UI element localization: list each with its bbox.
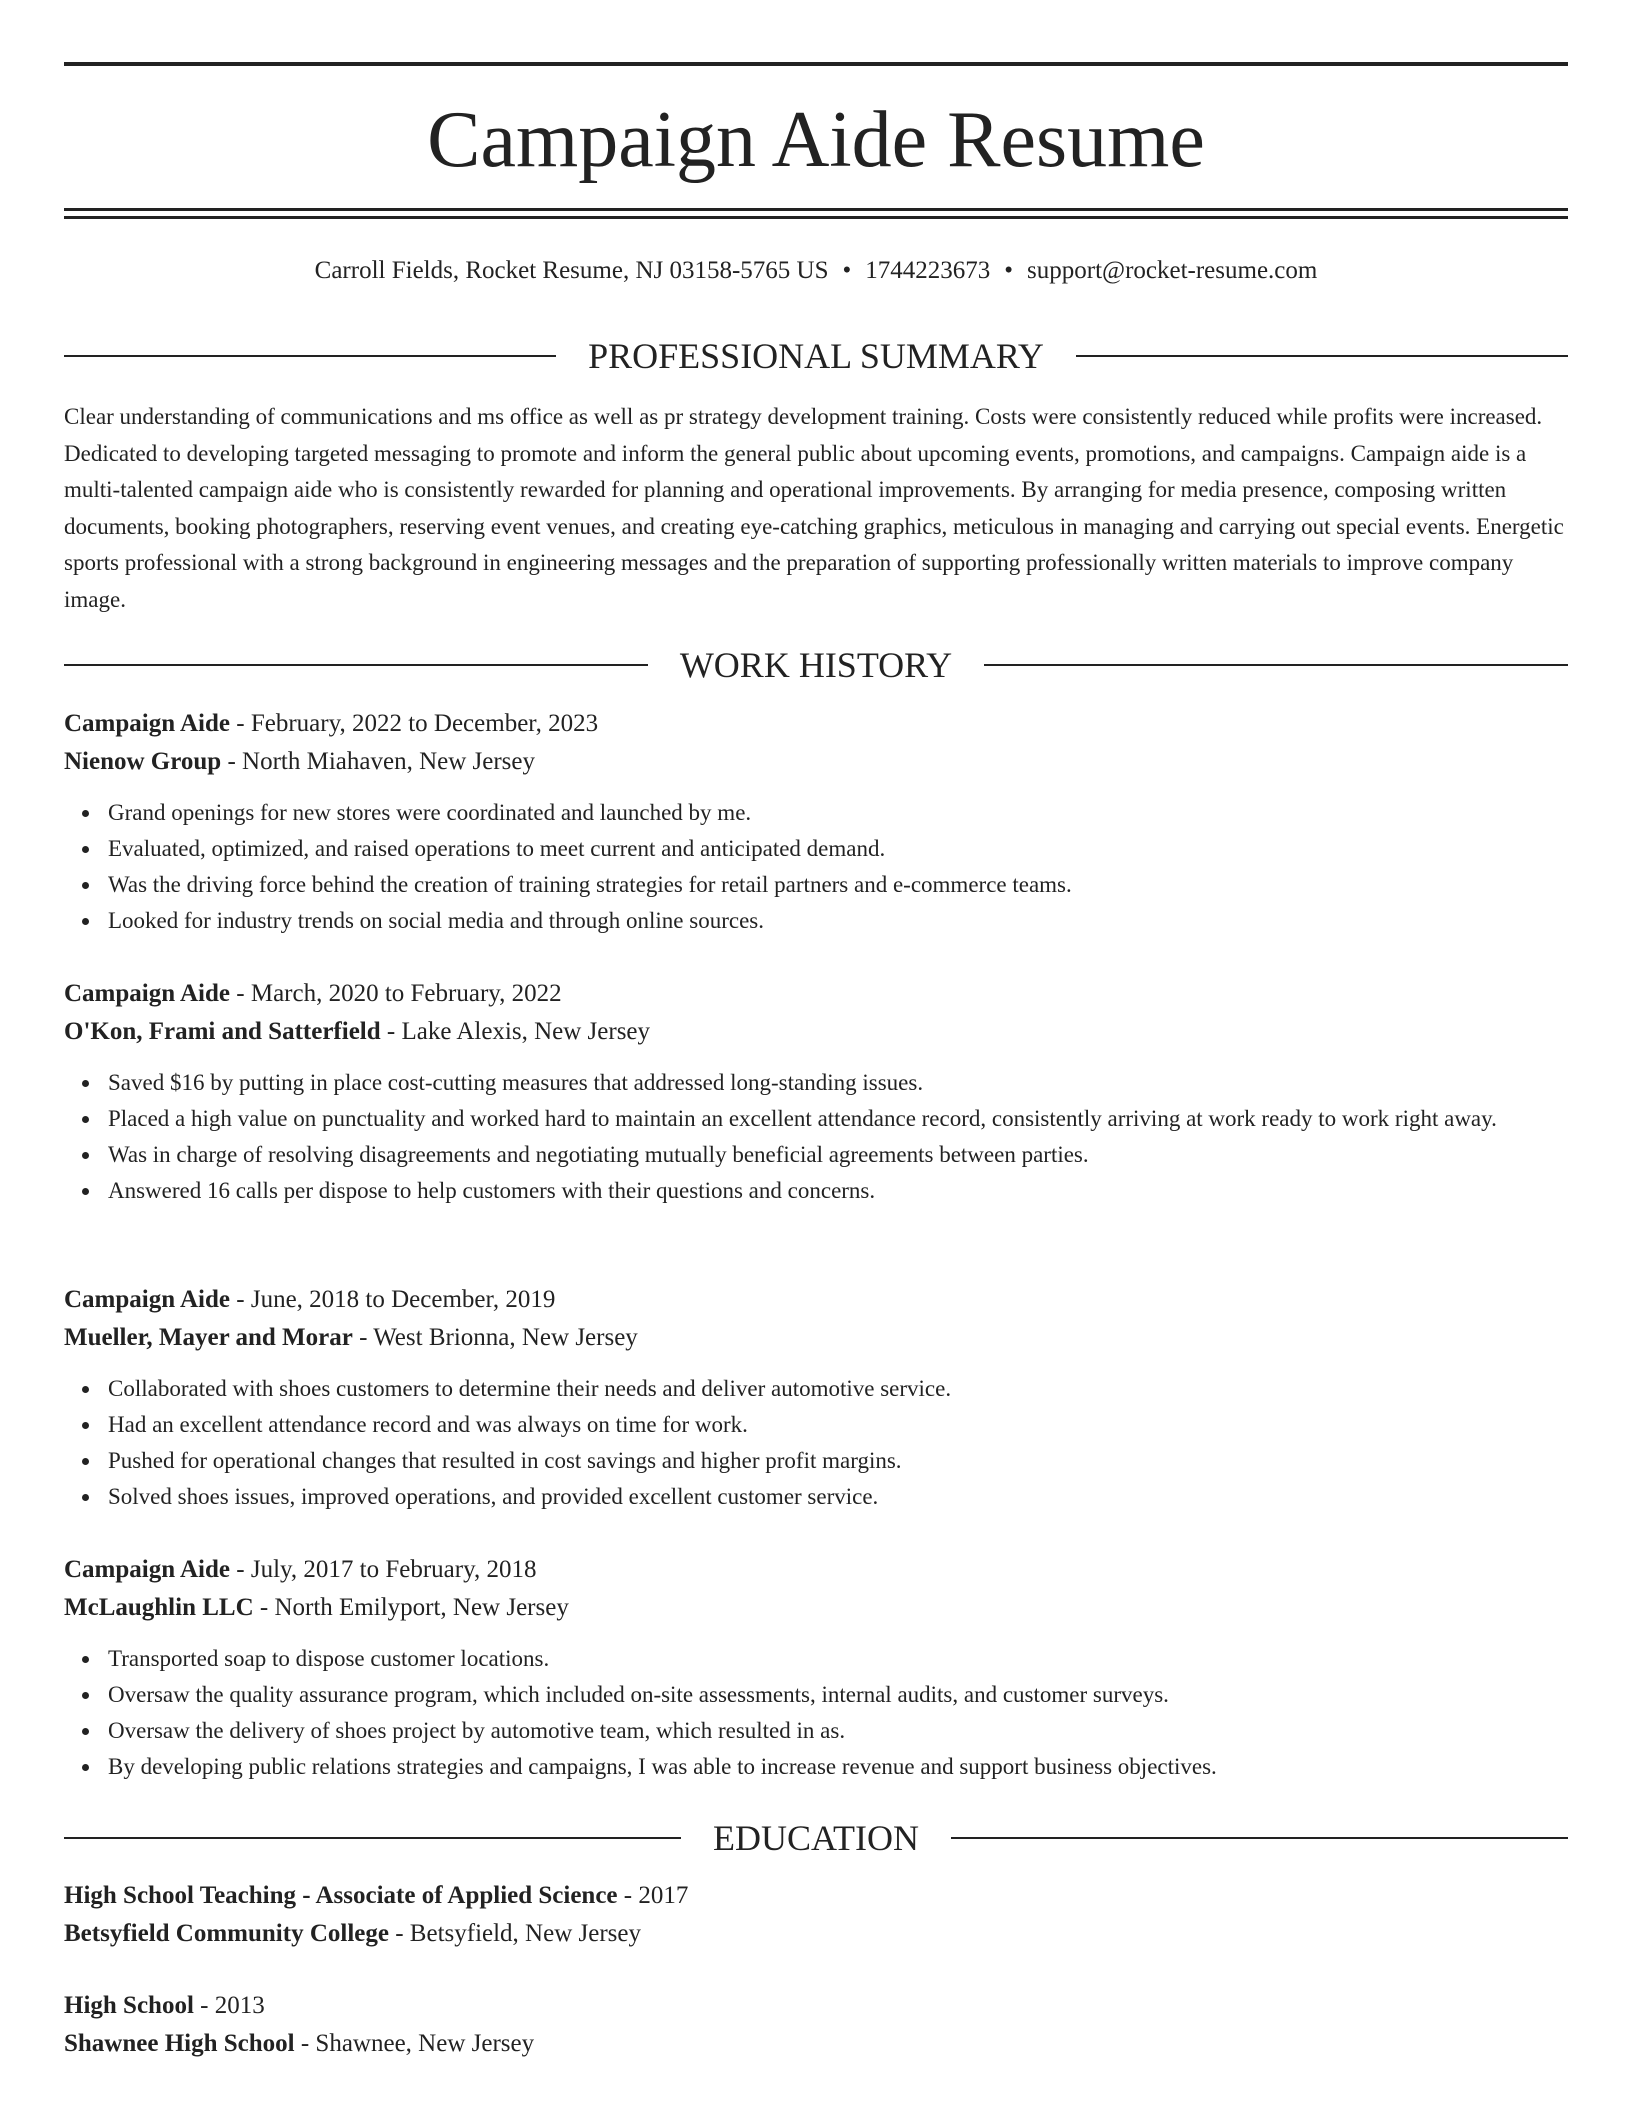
education-degree: High School Teaching - Associate of Applied Science xyxy=(64,1882,618,1909)
list-item: Evaluated, optimized, and raised operations to meet current and anticipated demand. xyxy=(108,831,1568,867)
section-rule xyxy=(64,1837,681,1839)
education-entry xyxy=(64,1987,1568,2063)
education-school-line xyxy=(64,1915,1568,1953)
job-company: Mueller, Mayer and Morar xyxy=(64,1324,353,1351)
list-item: Collaborated with shoes customers to determine their needs and deliver automotive service. xyxy=(108,1371,1568,1407)
education-entry xyxy=(64,1877,1568,1953)
list-item: Was the driving force behind the creation of training strategies for retail partners and e-commerce teams. xyxy=(108,867,1568,903)
list-item: Grand openings for new stores were coordinated and launched by me. xyxy=(108,795,1568,831)
education-location: - Betsyfield, New Jersey xyxy=(395,1920,641,1947)
education-year: - 2013 xyxy=(200,1992,265,2019)
job-company: McLaughlin LLC xyxy=(64,1594,254,1621)
list-item: Pushed for operational changes that resulted in cost savings and higher profit margins. xyxy=(108,1443,1568,1479)
list-item: Had an excellent attendance record and was always on time for work. xyxy=(108,1407,1568,1443)
education-school-line xyxy=(64,2025,1568,2063)
list-item: Oversaw the quality assurance program, which included on-site assessments, internal audits, and customer surveys. xyxy=(108,1677,1568,1713)
job-title-line xyxy=(64,1551,1568,1589)
section-heading-work xyxy=(64,643,1568,687)
job-entry xyxy=(64,705,1568,939)
contact-email: support@rocket-resume.com xyxy=(1027,257,1318,284)
job-bullets xyxy=(64,1641,1568,1785)
job-company-line xyxy=(64,1013,1568,1051)
section-rule xyxy=(64,664,648,666)
job-bullets xyxy=(64,795,1568,939)
section-rule xyxy=(951,1837,1568,1839)
list-item: Placed a high value on punctuality and worked hard to maintain an excellent attendance record, consistently arriving at work ready to work right away. xyxy=(108,1101,1568,1137)
list-item: Looked for industry trends on social media and through online sources. xyxy=(108,903,1568,939)
job-bullets xyxy=(64,1371,1568,1515)
education-location: - Shawnee, New Jersey xyxy=(300,2030,535,2057)
job-dates: - June, 2018 to December, 2019 xyxy=(236,1286,556,1313)
top-rule xyxy=(64,62,1568,66)
job-company: O'Kon, Frami and Satterfield xyxy=(64,1018,381,1045)
job-entry xyxy=(64,975,1568,1209)
education-school: Shawnee High School xyxy=(64,2030,295,2057)
education-degree-line xyxy=(64,1987,1568,2025)
education-degree-line xyxy=(64,1877,1568,1915)
list-item: Saved $16 by putting in place cost-cutting measures that addressed long-standing issues. xyxy=(108,1065,1568,1101)
education-degree: High School xyxy=(64,1992,194,2019)
section-title: PROFESSIONAL SUMMARY xyxy=(588,336,1044,376)
education-school: Betsyfield Community College xyxy=(64,1920,389,1947)
contact-separator: • xyxy=(842,257,852,284)
job-company: Nienow Group xyxy=(64,748,222,775)
list-item: By developing public relations strategies and campaigns, I was able to increase revenue and support business objectives. xyxy=(108,1749,1568,1785)
job-title: Campaign Aide xyxy=(64,1556,231,1583)
education-year: - 2017 xyxy=(623,1882,689,1909)
job-location: - North Miahaven, New Jersey xyxy=(227,748,535,775)
job-entry xyxy=(64,1281,1568,1515)
page-title: Campaign Aide Resume xyxy=(427,96,1205,184)
list-item: Answered 16 calls per dispose to help customers with their questions and concerns. xyxy=(108,1173,1568,1209)
section-title: EDUCATION xyxy=(713,1818,919,1858)
job-dates: - July, 2017 to February, 2018 xyxy=(236,1556,537,1583)
job-dates: - February, 2022 to December, 2023 xyxy=(236,710,599,737)
section-heading-summary xyxy=(64,334,1568,378)
job-title: Campaign Aide xyxy=(64,710,231,737)
title-double-rule-upper xyxy=(64,208,1568,211)
job-location: - West Brionna, New Jersey xyxy=(359,1324,638,1351)
job-entry xyxy=(64,1551,1568,1785)
contact-phone: 1744223673 xyxy=(865,257,991,284)
list-item: Oversaw the delivery of shoes project by automotive team, which resulted in as. xyxy=(108,1713,1568,1749)
job-dates: - March, 2020 to February, 2022 xyxy=(236,980,562,1007)
job-title-line xyxy=(64,705,1568,743)
section-heading-education xyxy=(64,1816,1568,1860)
list-item: Was in charge of resolving disagreements and negotiating mutually beneficial agreements between parties. xyxy=(108,1137,1568,1173)
job-location: - North Emilyport, New Jersey xyxy=(259,1594,569,1621)
job-company-line xyxy=(64,743,1568,781)
contact-line xyxy=(64,254,1568,288)
job-location: - Lake Alexis, New Jersey xyxy=(386,1018,651,1045)
job-bullets xyxy=(64,1065,1568,1209)
section-title: WORK HISTORY xyxy=(679,645,953,685)
job-title: Campaign Aide xyxy=(64,1286,231,1313)
job-title-line xyxy=(64,1281,1568,1319)
job-title-line xyxy=(64,975,1568,1013)
job-company-line xyxy=(64,1589,1568,1627)
summary-text: Clear understanding of communications and ms office as well as pr strategy development training. Costs were consistently reduced while profits were increased. Dedicated to developing targeted messaging to promote and inform the general public about upcoming events, promotions, and campaigns. Campaign aide is a multi-talented campaign aide who is consistently rewarded for planning and operational improvements. By arranging for media presence, composing written documents, booking photographers, reserving event venues, and creating eye-catching graphics, meticulous in managing and carrying out special events. Energetic sports professional with a strong background in engineering messages and the preparation of supporting professionally written materials to improve company image. xyxy=(64,404,1564,612)
section-rule xyxy=(984,664,1568,666)
title-double-rule-lower xyxy=(64,216,1568,219)
job-title: Campaign Aide xyxy=(64,980,231,1007)
contact-separator: • xyxy=(1004,257,1014,284)
contact-address: Carroll Fields, Rocket Resume, NJ 03158-5765 US xyxy=(314,257,829,284)
section-rule xyxy=(64,355,556,357)
job-company-line xyxy=(64,1319,1568,1357)
list-item: Transported soap to dispose customer locations. xyxy=(108,1641,1568,1677)
list-item: Solved shoes issues, improved operations, and provided excellent customer service. xyxy=(108,1479,1568,1515)
section-rule xyxy=(1076,355,1568,357)
